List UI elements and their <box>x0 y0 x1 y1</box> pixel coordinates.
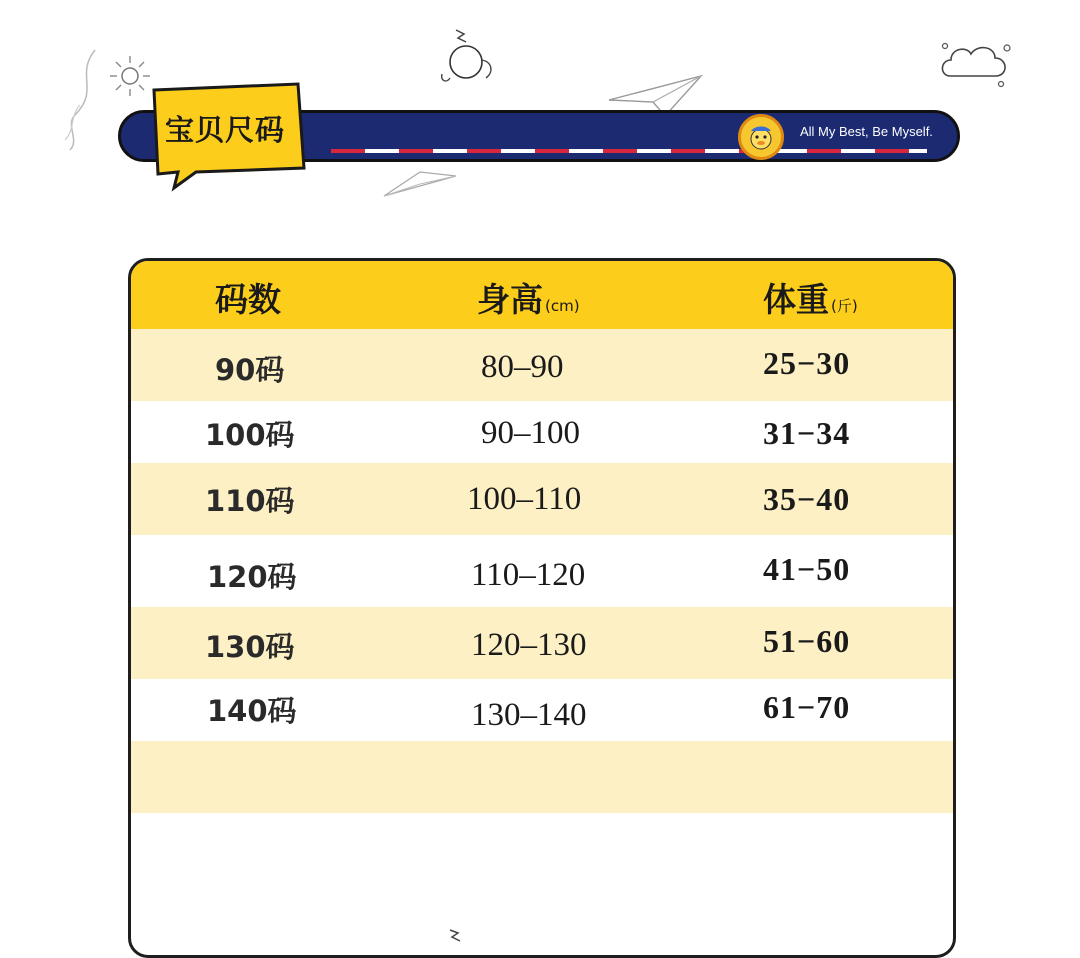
height-cell: 120–130 <box>471 627 587 663</box>
g-duck-kids-logo-icon <box>738 114 784 160</box>
table-row <box>131 463 953 535</box>
table-row <box>131 607 953 679</box>
size-cell: 120码 <box>207 560 297 594</box>
cloud-icon <box>935 36 1015 96</box>
table-row <box>131 535 953 607</box>
height-cell: 90–100 <box>481 415 580 451</box>
size-cell: 140码 <box>207 694 297 728</box>
size-cell: 90码 <box>215 353 285 387</box>
idea-bulb-icon <box>436 20 502 90</box>
height-cell: 80–90 <box>481 349 564 385</box>
weight-cell: 35−40 <box>763 481 851 517</box>
header-height-unit: (cm) <box>545 297 580 315</box>
size-cell: 130码 <box>205 630 295 664</box>
table-header <box>131 261 953 329</box>
height-cell: 130–140 <box>471 697 587 733</box>
header-weight-unit: (斤) <box>831 297 858 315</box>
table-row <box>131 329 953 401</box>
weight-cell: 61−70 <box>763 689 851 725</box>
header-height: 身高 (cm) <box>477 280 580 319</box>
size-cell: 110码 <box>205 484 295 518</box>
table-row <box>131 401 953 463</box>
squiggle-icon <box>446 928 466 947</box>
header-weight: 体重 (斤) <box>763 280 858 319</box>
size-cell: 100码 <box>205 418 295 452</box>
weight-cell: 51−60 <box>763 623 851 659</box>
paper-plane-small-icon <box>380 164 460 204</box>
height-cell: 100–110 <box>467 481 582 517</box>
size-chart-table <box>128 258 956 958</box>
header-size: 码数 <box>215 280 281 319</box>
table-row <box>131 679 953 741</box>
weight-cell: 31−34 <box>763 415 851 451</box>
height-cell: 110–120 <box>471 557 586 593</box>
banner-stripe <box>331 149 927 153</box>
brand-slogan: All My Best, Be Myself. <box>800 124 933 139</box>
table-row-empty <box>131 741 953 813</box>
weight-cell: 25−30 <box>763 345 851 381</box>
wind-swirl-icon <box>55 45 105 155</box>
page-title: 宝贝尺码 <box>165 113 286 147</box>
weight-cell: 41−50 <box>763 551 851 587</box>
